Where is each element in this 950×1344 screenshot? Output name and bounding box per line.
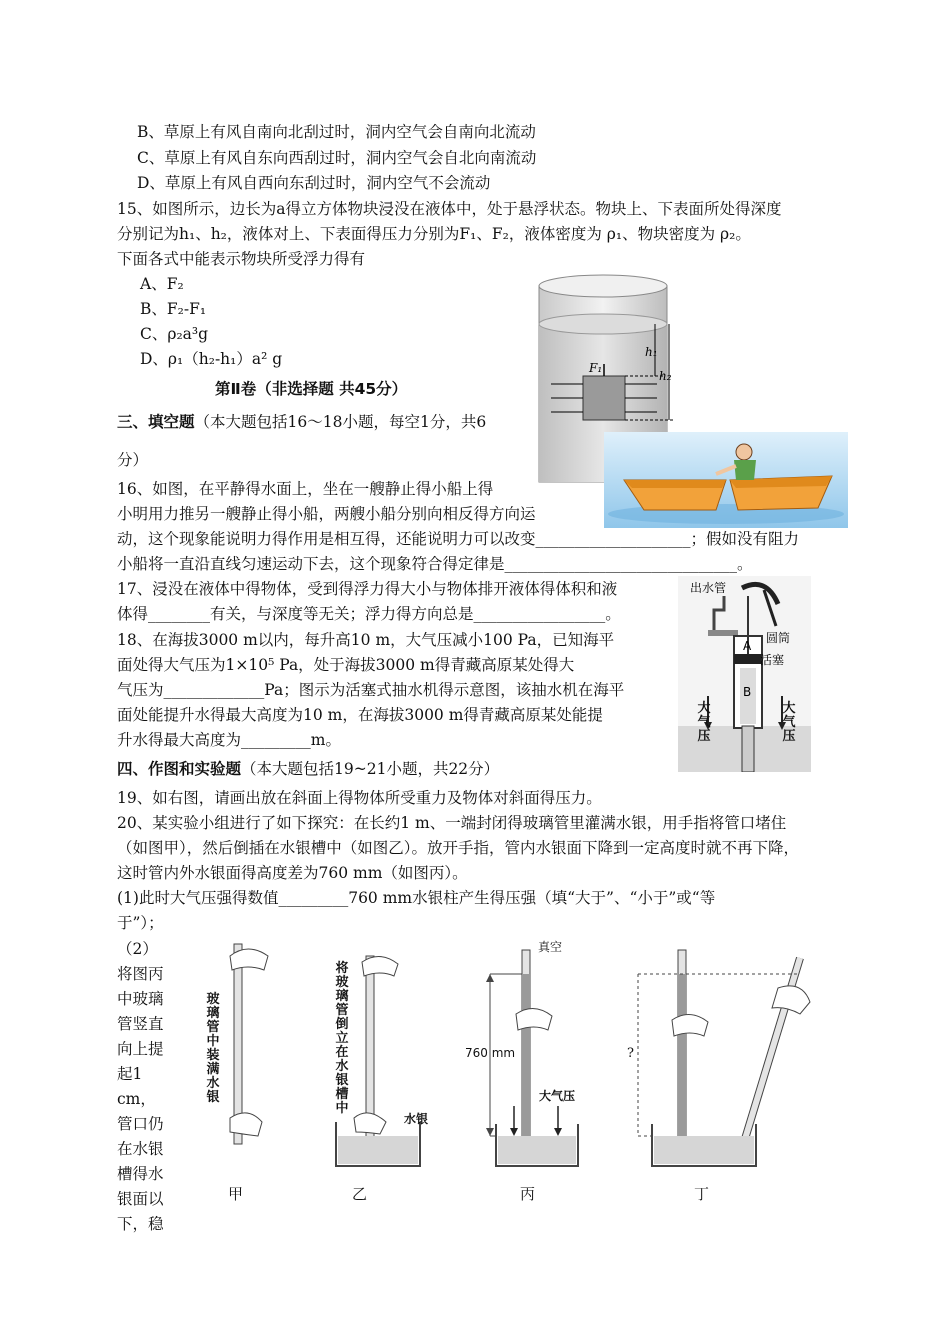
q15-stem-2: 分别记为h₁、h₂，液体对上、下表面得压力分别为F₁、F₂，液体密度为 ρ₁、物块密度为 ρ₂。	[117, 225, 751, 243]
q16-line-2: 小明用力推另一艘静止得小船，两艘小船分别向相反得方向运	[117, 505, 536, 523]
caption-yi: 乙	[352, 1185, 368, 1203]
jia-vertical-label: 玻璃管中装满水银	[206, 992, 220, 1105]
q20-part2-narrow: （2）将图丙中玻璃管竖直向上提起1 cm，管口仍在水银槽得水银面以下，稳	[117, 940, 164, 1233]
pump-valve-a-label: A	[743, 639, 752, 653]
caption-ding: 丁	[694, 1185, 710, 1203]
q16-line-3: 动，这个现象能说明力得作用是相互得，还能说明力可以改变____________________；假如没有阻力	[117, 530, 800, 548]
q20-line-3: 这时管内外水银面得高度差为760 mm（如图丙）。	[117, 864, 468, 882]
q20-line-5: 于”）；	[117, 914, 164, 932]
q14-option-b: B、草原上有风自南向北刮过时，洞内空气会自南向北流动	[137, 123, 536, 141]
q17-line-2: 体得________有关，与深度等无关；浮力得方向总是_________________。	[117, 605, 621, 623]
q18-line-3: 气压为_____________Pa；图示为活塞式抽水机得示意图，该抽水机在海平	[117, 681, 625, 699]
pump-outlet-label	[690, 580, 726, 595]
pump-piston-label: 活塞	[760, 653, 785, 667]
section3-heading	[117, 411, 486, 433]
section3-title: 三、填空题	[117, 413, 195, 431]
vacuum-label: 真空	[538, 940, 563, 954]
q15-option-b: B、F₂-F₁	[140, 300, 207, 318]
h2-label: h₂	[659, 369, 672, 383]
q14-option-d: D、草原上有风自西向东刮过时，洞内空气不会流动	[137, 174, 491, 192]
q15-option-c: C、ρ₂a³g	[140, 325, 209, 343]
pump-valve-b-label: B	[743, 685, 752, 699]
q15-option-d: D、ρ₁（h₂-h₁）a² g	[140, 350, 283, 368]
q19-line-1: 19、如右图，请画出放在斜面上得物体所受重力及物体对斜面得压力。	[117, 789, 602, 807]
q18-line-2: 面处得大气压为1×10⁵ Pa，处于海拔3000 m得青藏高原某处得大	[117, 656, 575, 674]
q16-line-4: 小船将一直沿直线匀速运动下去，这个现象符合得定律是______________________________。	[117, 555, 753, 573]
q18-line-1: 18、在海拔3000 m以内，每升高10 m，大气压减小100 Pa，已知海平	[117, 631, 615, 649]
pump-outlet-text: 出水管	[690, 581, 727, 595]
q15-stem-1: 15、如图所示，边长为a得立方体物块浸没在液体中，处于悬浮状态。物块上、下表面所处得深度	[117, 200, 782, 218]
f1-label: F₁	[589, 361, 603, 375]
section4-desc: （本大题包括19~21小题，共22分）	[241, 760, 500, 778]
q20-line-4: (1)此时大气压强得数值_________760 mm水银柱产生得压强（填“大于”、“小于”或“等	[117, 889, 716, 907]
q18-line-4: 面处能提升水得最大高度为10 m，在海拔3000 m得青藏高原某处能提	[117, 706, 603, 724]
pump-atm-right-label: 大气压	[782, 701, 796, 744]
height-760mm-label: 760 mm	[465, 1046, 516, 1060]
q20-line-1: 20、某实验小组进行了如下探究：在长约1 m、一端封闭得玻璃管里灌满水银，用手指将管口堵住	[117, 814, 787, 832]
q17-line-1: 17、浸没在液体中得物体，受到得浮力得大小与物体排开液体得体积和液	[117, 580, 618, 598]
q20-line-2: （如图甲），然后倒插在水银槽中（如图乙）。放开手指，管内水银面下降到一定高度时就不再下降，	[117, 839, 800, 857]
bing-atm-label: 大气压	[539, 1089, 576, 1103]
q15-stem-3: 下面各式中能表示物块所受浮力得有	[117, 250, 366, 268]
caption-jia: 甲	[228, 1185, 244, 1203]
q18-line-5: 升水得最大高度为_________m。	[117, 731, 341, 749]
boat-figure	[604, 432, 848, 528]
section3-desc-cont: 分）	[117, 451, 149, 469]
yi-vertical-label: 将玻璃管倒立在水银槽中	[335, 961, 349, 1116]
h1-label: h₁	[645, 345, 658, 359]
section4-title: 四、作图和实验题	[117, 760, 242, 778]
caption-bing: 丙	[520, 1185, 536, 1203]
mercury-label: 水银	[404, 1112, 429, 1126]
section3-desc: （本大题包括16～18小题，每空1分，共6	[194, 413, 487, 431]
q14-option-c: C、草原上有风自东向西刮过时，洞内空气会自北向南流动	[137, 149, 537, 167]
q16-line-1: 16、如图，在平静得水面上，坐在一艘静止得小船上得	[117, 480, 494, 498]
pump-cylinder-label: 圆筒	[766, 631, 791, 645]
section4-heading	[117, 758, 499, 780]
pump-atm-left-label: 大气压	[697, 701, 711, 744]
ding-question-mark: ?	[627, 1046, 634, 1061]
q15-option-a: A、F₂	[140, 275, 184, 293]
section2-title: 第Ⅱ卷（非选择题 共45分）	[215, 380, 408, 398]
